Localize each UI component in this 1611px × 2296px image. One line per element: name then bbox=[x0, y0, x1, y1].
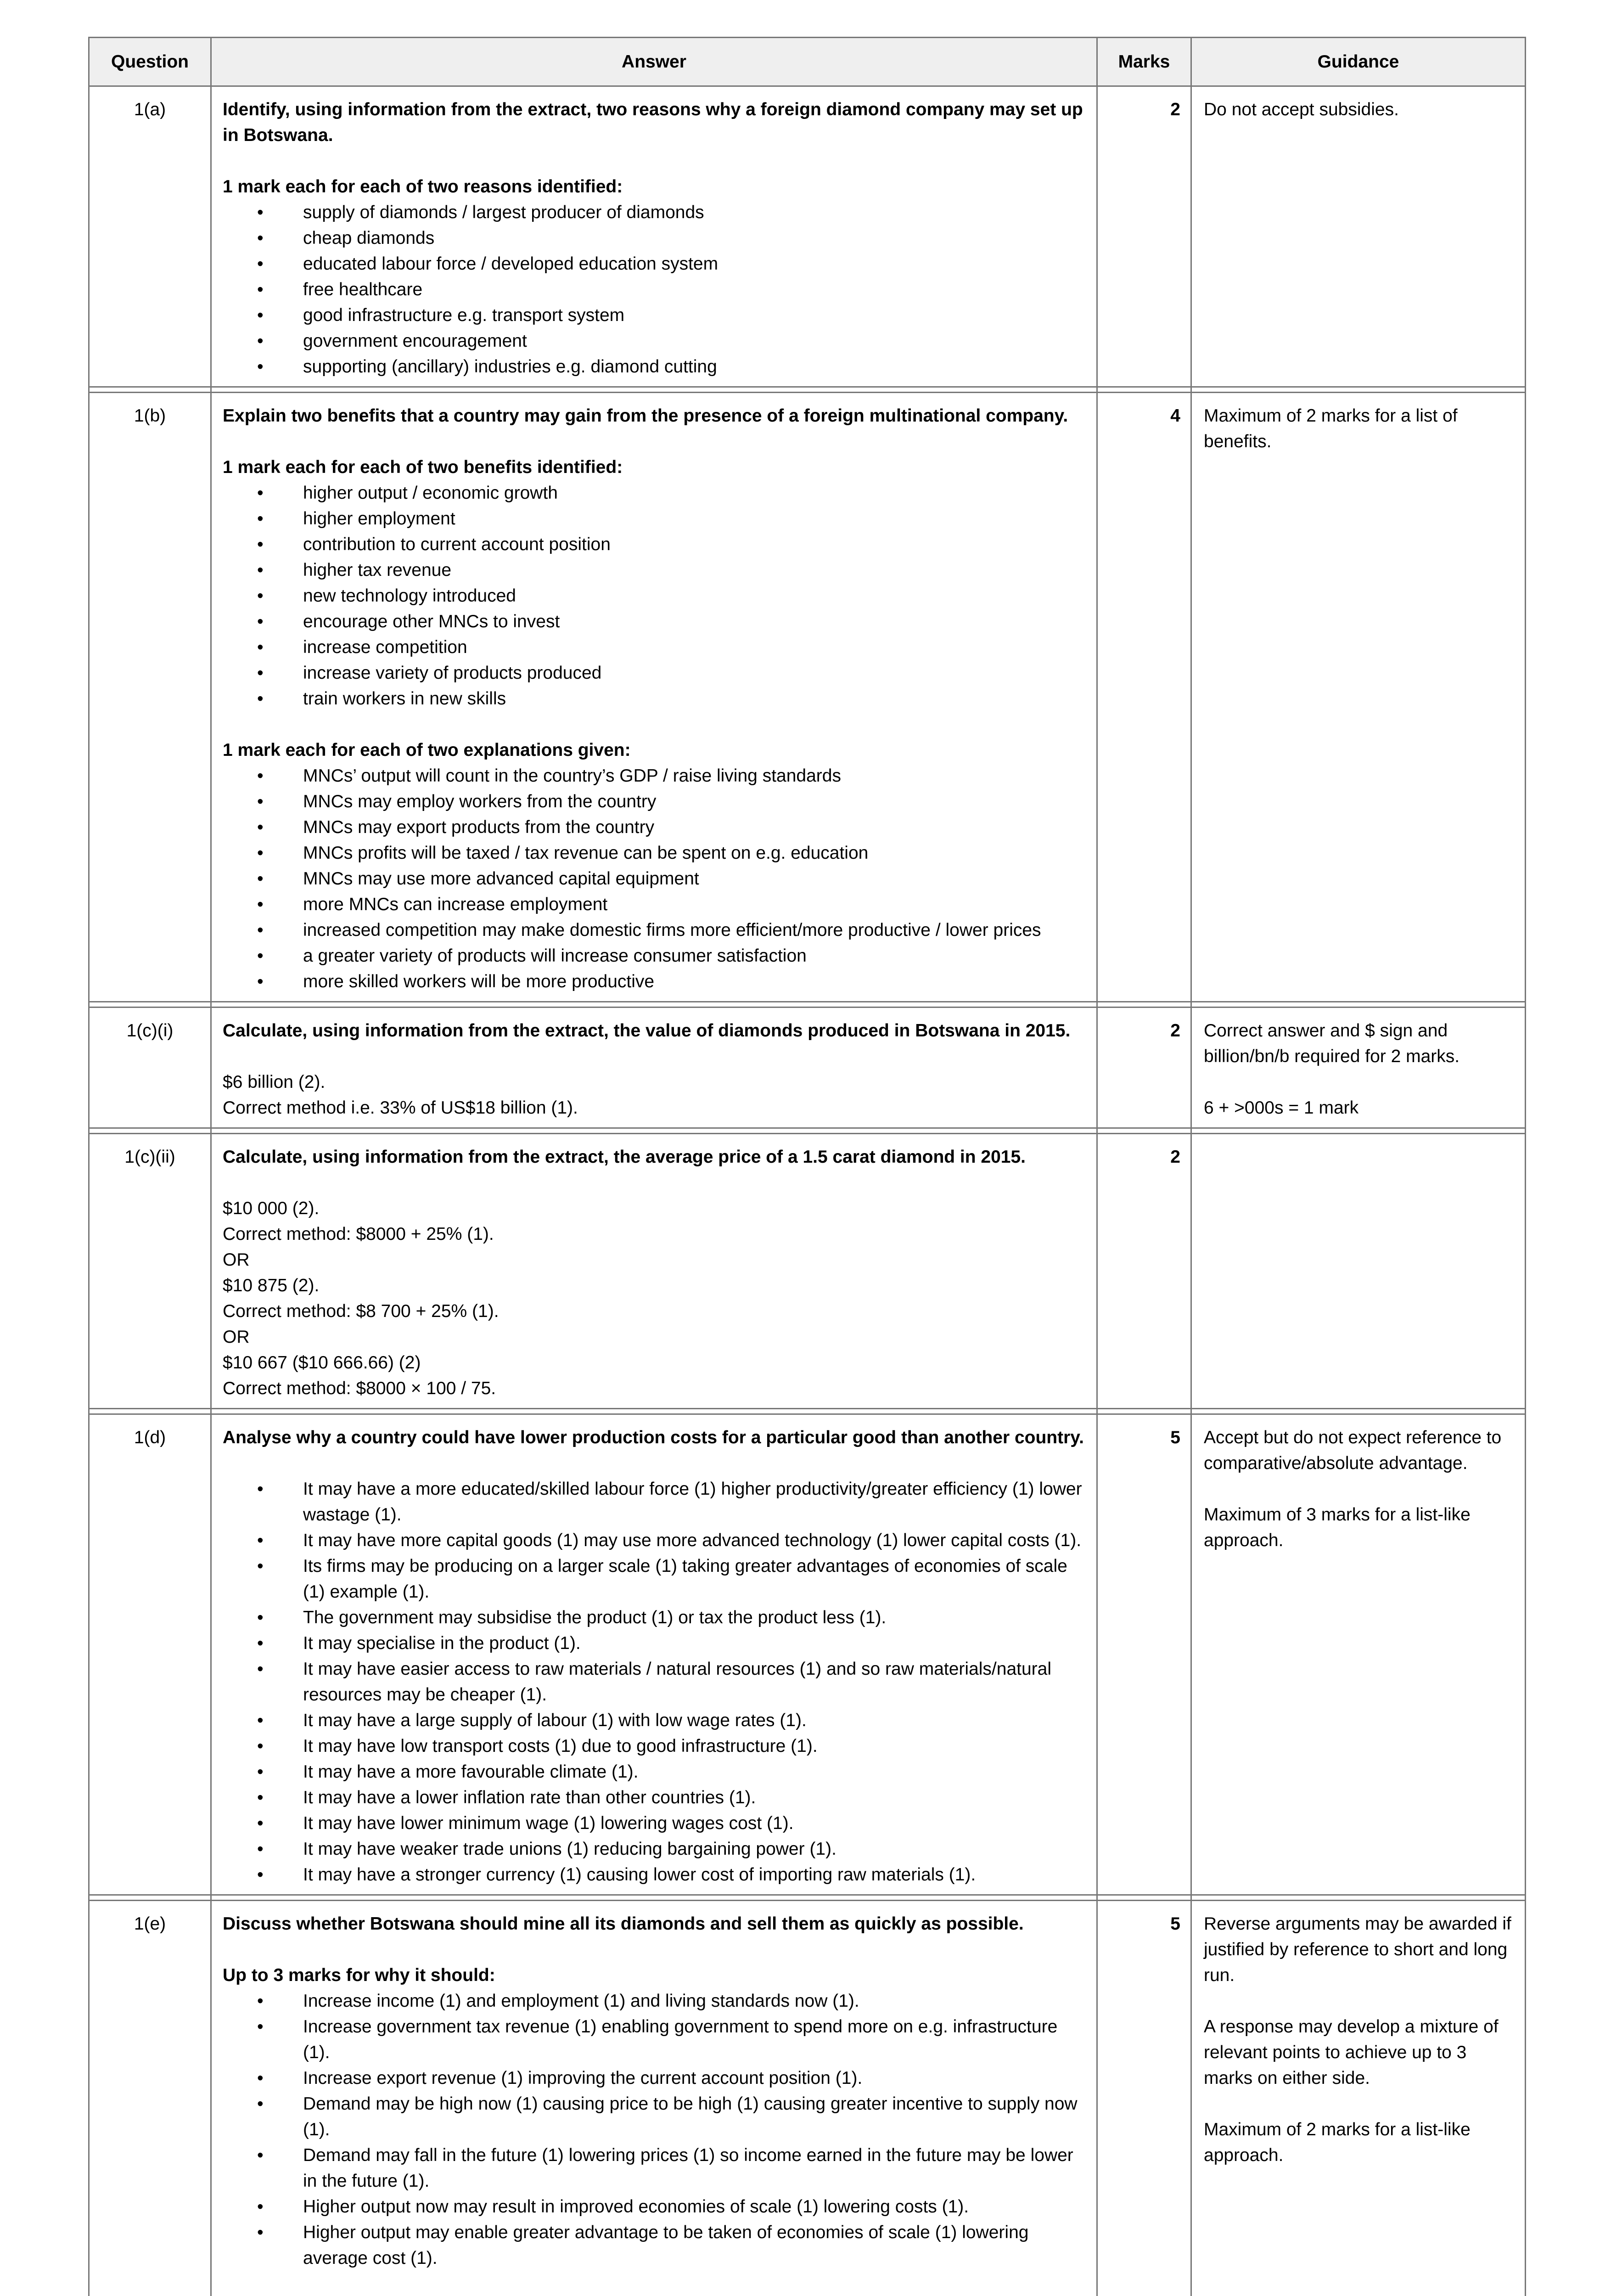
bullet-item: • a greater variety of products will increase consumer satisfaction bbox=[303, 943, 1085, 969]
bullet-item: • It may have a lower inflation rate than other countries (1). bbox=[303, 1785, 1085, 1811]
answer-line: $10 875 (2). bbox=[223, 1276, 320, 1295]
question-number: 1(d) bbox=[89, 1414, 211, 1895]
guidance-text: Reverse arguments may be awarded if justified by reference to short and long run. bbox=[1204, 1914, 1511, 1985]
bullet-item: • Demand may be high now (1) causing price to be high (1) causing greater incentive to supply now (1). bbox=[303, 2091, 1085, 2143]
bullet-item: • government encouragement bbox=[303, 328, 1085, 354]
bullet-item: • It may have easier access to raw materials / natural resources (1) and so raw materials/natural resources may be cheaper (1). bbox=[303, 1656, 1085, 1708]
bullet-list bbox=[223, 1476, 1085, 1888]
answer-line: OR bbox=[223, 1327, 250, 1347]
answer-line: Correct method: $8000 + 25% (1). bbox=[223, 1224, 494, 1244]
question-prompt: Analyse why a country could have lower production costs for a particular good than another country. bbox=[223, 1428, 1084, 1447]
bullet-item: • free healthcare bbox=[303, 277, 1085, 303]
separator-cell bbox=[211, 387, 1097, 393]
separator-cell bbox=[89, 1895, 211, 1901]
question-row bbox=[89, 1414, 1526, 1895]
spacer bbox=[1204, 2091, 1517, 2117]
bullet-list bbox=[223, 1988, 1085, 2271]
bullet-item: • cheap diamonds bbox=[303, 225, 1085, 251]
separator-cell bbox=[211, 1409, 1097, 1414]
spacer bbox=[223, 1044, 1085, 1069]
row-separator bbox=[89, 1002, 1526, 1007]
bullet-item: • Increase income (1) and employment (1) and living standards now (1). bbox=[303, 1988, 1085, 2014]
bullet-item: • good infrastructure e.g. transport system bbox=[303, 303, 1085, 328]
answer-line: Correct method i.e. 33% of US$18 billion (1). bbox=[223, 1098, 578, 1118]
marks-value: 2 bbox=[1097, 86, 1191, 387]
bullet-item: • MNCs’ output will count in the country’s GDP / raise living standards bbox=[303, 763, 1085, 789]
answer-line: $10 000 (2). bbox=[223, 1199, 320, 1218]
row-separator bbox=[89, 1895, 1526, 1901]
bullet-item: • educated labour force / developed education system bbox=[303, 251, 1085, 277]
bullet-item: • Increase government tax revenue (1) enabling government to spend more on e.g. infrastructure (1). bbox=[303, 2014, 1085, 2065]
separator-cell bbox=[211, 1895, 1097, 1901]
answer-cell bbox=[211, 1134, 1097, 1409]
separator-cell bbox=[1097, 1128, 1191, 1134]
guidance-text: Accept but do not expect reference to comparative/absolute advantage. bbox=[1204, 1428, 1502, 1473]
marks-value: 2 bbox=[1097, 1007, 1191, 1128]
bullet-item: • Higher output now may result in improved economies of scale (1) lowering costs (1). bbox=[303, 2194, 1085, 2220]
answer-line: Correct method: $8000 × 100 / 75. bbox=[223, 1379, 496, 1398]
bullet-item: • Increase export revenue (1) improving the current account position (1). bbox=[303, 2065, 1085, 2091]
bullet-item: • increase variety of products produced bbox=[303, 660, 1085, 686]
bullet-item: • It may have a stronger currency (1) causing lower cost of importing raw materials (1). bbox=[303, 1862, 1085, 1888]
marks-value: 2 bbox=[1097, 1134, 1191, 1409]
separator-cell bbox=[1191, 1895, 1526, 1901]
bullet-item: • It may have a large supply of labour (1) with low wage rates (1). bbox=[303, 1708, 1085, 1733]
separator-cell bbox=[211, 1002, 1097, 1007]
question-number: 1(e) bbox=[89, 1901, 211, 2296]
bullet-item: • contribution to current account position bbox=[303, 532, 1085, 557]
guidance-cell bbox=[1191, 1134, 1526, 1409]
bullet-item: • Demand may fall in the future (1) lowering prices (1) so income earned in the future may be lower in the future (1). bbox=[303, 2143, 1085, 2194]
bullet-item: • MNCs profits will be taxed / tax revenue can be spent on e.g. education bbox=[303, 840, 1085, 866]
bullet-item: • The government may subsidise the product (1) or tax the product less (1). bbox=[303, 1605, 1085, 1631]
header-guidance: Guidance bbox=[1191, 38, 1526, 86]
answer-cell bbox=[211, 1007, 1097, 1128]
separator-cell bbox=[1191, 1002, 1526, 1007]
answer-line: $10 667 ($10 666.66) (2) bbox=[223, 1353, 421, 1373]
header-marks: Marks bbox=[1097, 38, 1191, 86]
bullet-list bbox=[223, 200, 1085, 380]
section-heading: 1 mark each for each of two explanations given: bbox=[223, 740, 631, 760]
marks-value: 5 bbox=[1097, 1414, 1191, 1895]
mark-scheme-body bbox=[89, 86, 1526, 2296]
bullet-item: • more skilled workers will be more productive bbox=[303, 969, 1085, 995]
separator-cell bbox=[211, 1128, 1097, 1134]
separator-cell bbox=[1191, 1409, 1526, 1414]
question-number: 1(b) bbox=[89, 393, 211, 1002]
bullet-item: • MNCs may export products from the country bbox=[303, 815, 1085, 840]
spacer bbox=[223, 1170, 1085, 1196]
bullet-item: • Higher output may enable greater advantage to be taken of economies of scale (1) lowering average cost (1). bbox=[303, 2220, 1085, 2271]
guidance-text: Maximum of 2 marks for a list-like approach. bbox=[1204, 2120, 1471, 2165]
question-prompt: Explain two benefits that a country may gain from the presence of a foreign multinational company. bbox=[223, 406, 1068, 426]
guidance-text: A response may develop a mixture of relevant points to achieve up to 3 marks on either side. bbox=[1204, 2017, 1499, 2088]
header-row bbox=[89, 38, 1526, 86]
bullet-item: • It may have a more educated/skilled labour force (1) higher productivity/greater efficiency (1) lower wastage (1). bbox=[303, 1476, 1085, 1528]
bullet-item: • new technology introduced bbox=[303, 583, 1085, 609]
separator-cell bbox=[1191, 1128, 1526, 1134]
answer-line: $6 billion (2). bbox=[223, 1072, 326, 1092]
bullet-item: • higher output / economic growth bbox=[303, 480, 1085, 506]
bullet-item: • train workers in new skills bbox=[303, 686, 1085, 712]
separator-cell bbox=[1097, 1409, 1191, 1414]
header-answer: Answer bbox=[211, 38, 1097, 86]
guidance-cell bbox=[1191, 393, 1526, 1002]
bullet-item: • supporting (ancillary) industries e.g. diamond cutting bbox=[303, 354, 1085, 380]
spacer bbox=[1204, 1988, 1517, 2014]
bullet-item: • higher tax revenue bbox=[303, 557, 1085, 583]
answer-line: OR bbox=[223, 1250, 250, 1270]
guidance-cell bbox=[1191, 86, 1526, 387]
bullet-item: • more MNCs can increase employment bbox=[303, 892, 1085, 917]
question-row bbox=[89, 1134, 1526, 1409]
section-heading: Up to 3 marks for why it should: bbox=[223, 1965, 495, 1985]
bullet-item: • It may have lower minimum wage (1) lowering wages cost (1). bbox=[303, 1811, 1085, 1836]
row-separator bbox=[89, 1409, 1526, 1414]
marks-value: 5 bbox=[1097, 1901, 1191, 2296]
guidance-text: 6 + >000s = 1 mark bbox=[1204, 1098, 1359, 1118]
separator-cell bbox=[89, 1409, 211, 1414]
bullet-item: • It may have more capital goods (1) may use more advanced technology (1) lower capital costs (1). bbox=[303, 1528, 1085, 1553]
question-prompt: Discuss whether Botswana should mine all its diamonds and sell them as quickly as possible. bbox=[223, 1914, 1024, 1934]
question-row bbox=[89, 1901, 1526, 2296]
guidance-cell bbox=[1191, 1414, 1526, 1895]
guidance-text: Correct answer and $ sign and billion/bn/b required for 2 marks. bbox=[1204, 1021, 1460, 1066]
guidance-cell bbox=[1191, 1901, 1526, 2296]
guidance-text: Maximum of 3 marks for a list-like approach. bbox=[1204, 1505, 1471, 1550]
section-heading: 1 mark each for each of two reasons identified: bbox=[223, 177, 623, 197]
separator-cell bbox=[89, 1002, 211, 1007]
bullet-list bbox=[223, 480, 1085, 712]
question-prompt: Identify, using information from the extract, two reasons why a foreign diamond company may set up in Botswana. bbox=[223, 100, 1083, 145]
header-question: Question bbox=[89, 38, 211, 86]
bullet-item: • MNCs may employ workers from the country bbox=[303, 789, 1085, 815]
bullet-item: • It may have low transport costs (1) due to good infrastructure (1). bbox=[303, 1733, 1085, 1759]
bullet-item: • Its firms may be producing on a larger scale (1) taking greater advantages of economies of scale (1) example (1). bbox=[303, 1553, 1085, 1605]
guidance-text: Do not accept subsidies. bbox=[1204, 100, 1399, 119]
answer-cell bbox=[211, 393, 1097, 1002]
separator-cell bbox=[1191, 387, 1526, 393]
bullet-item: • MNCs may use more advanced capital equipment bbox=[303, 866, 1085, 892]
answer-cell bbox=[211, 1901, 1097, 2296]
answer-cell bbox=[211, 1414, 1097, 1895]
guidance-cell bbox=[1191, 1007, 1526, 1128]
question-row bbox=[89, 86, 1526, 387]
bullet-item: • It may have a more favourable climate (1). bbox=[303, 1759, 1085, 1785]
row-separator bbox=[89, 387, 1526, 393]
marks-value: 4 bbox=[1097, 393, 1191, 1002]
answer-line: Correct method: $8 700 + 25% (1). bbox=[223, 1301, 499, 1321]
bullet-item: • It may specialise in the product (1). bbox=[303, 1631, 1085, 1656]
bullet-list bbox=[223, 763, 1085, 995]
row-separator bbox=[89, 1128, 1526, 1134]
question-number: 1(c)(ii) bbox=[89, 1134, 211, 1409]
question-prompt: Calculate, using information from the extract, the value of diamonds produced in Botswana in 2015. bbox=[223, 1021, 1071, 1041]
question-row bbox=[89, 1007, 1526, 1128]
mark-scheme-table bbox=[88, 37, 1526, 2296]
question-number: 1(c)(i) bbox=[89, 1007, 211, 1128]
bullet-item: • encourage other MNCs to invest bbox=[303, 609, 1085, 635]
bullet-item: • higher employment bbox=[303, 506, 1085, 532]
bullet-item: • supply of diamonds / largest producer of diamonds bbox=[303, 200, 1085, 225]
separator-cell bbox=[89, 387, 211, 393]
answer-cell bbox=[211, 86, 1097, 387]
separator-cell bbox=[1097, 387, 1191, 393]
separator-cell bbox=[1097, 1895, 1191, 1901]
question-prompt: Calculate, using information from the extract, the average price of a 1.5 carat diamond in 2015. bbox=[223, 1147, 1026, 1167]
question-number: 1(a) bbox=[89, 86, 211, 387]
section-heading: 1 mark each for each of two benefits identified: bbox=[223, 457, 623, 477]
question-row bbox=[89, 393, 1526, 1002]
bullet-item: • It may have weaker trade unions (1) reducing bargaining power (1). bbox=[303, 1836, 1085, 1862]
spacer bbox=[1204, 1476, 1517, 1502]
bullet-item: • increase competition bbox=[303, 635, 1085, 660]
spacer bbox=[223, 1451, 1085, 1476]
separator-cell bbox=[89, 1128, 211, 1134]
guidance-text: Maximum of 2 marks for a list of benefits. bbox=[1204, 406, 1458, 451]
spacer bbox=[1204, 1069, 1517, 1095]
bullet-item: • increased competition may make domestic firms more efficient/more productive / lower prices bbox=[303, 917, 1085, 943]
separator-cell bbox=[1097, 1002, 1191, 1007]
